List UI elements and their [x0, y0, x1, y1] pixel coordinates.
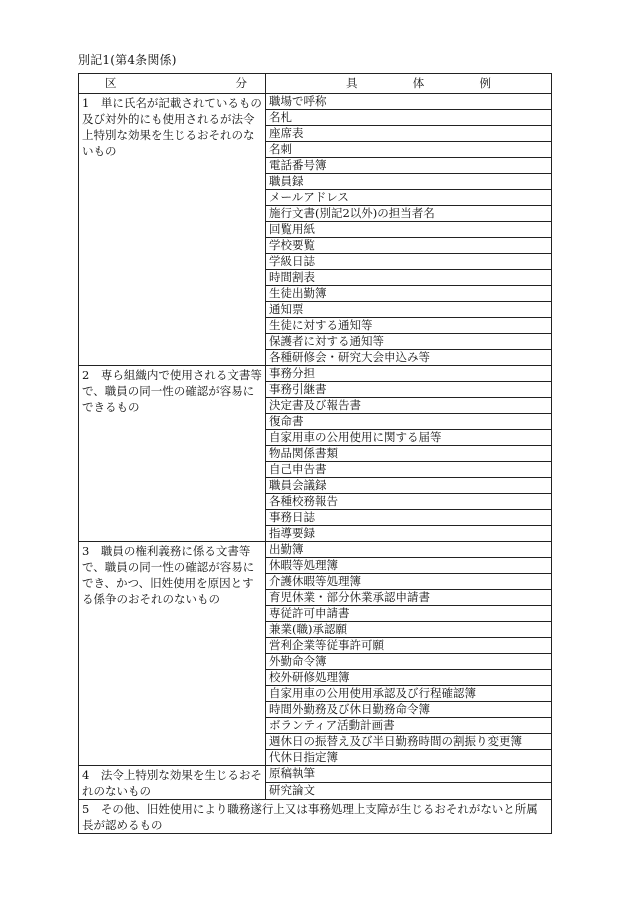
- example-item: 研究論文: [266, 783, 552, 800]
- example-item: 代休日指定簿: [266, 750, 552, 766]
- header-category-char: 区: [105, 76, 117, 90]
- example-item: 生徒出勤簿: [266, 286, 552, 302]
- category-4-text: 4 法令上特別な効果を生じるおそれのないもの: [79, 766, 266, 800]
- example-item: 指導要録: [266, 526, 552, 542]
- example-item: 施行文書(別記2以外)の担当者名: [266, 206, 552, 222]
- example-item: 職場で呼称: [266, 94, 552, 110]
- example-item: 育児休業・部分休業承認申請書: [266, 590, 552, 606]
- example-item: 名札: [266, 110, 552, 126]
- example-item: 専従許可申請書: [266, 606, 552, 622]
- table-row: [79, 766, 552, 783]
- footer-row: [79, 800, 552, 834]
- table-header-row: [79, 74, 552, 94]
- example-item: 週休日の振替え及び半日勤務時間の割振り変更簿: [266, 734, 552, 750]
- example-item: 各種研修会・研究大会申込み等: [266, 350, 552, 366]
- header-category-char: 分: [235, 76, 247, 90]
- example-item: 自己申告書: [266, 462, 552, 478]
- category-2-text: 2 専ら組織内で使用される文書等で、職員の同一性の確認が容易にできるもの: [79, 366, 266, 542]
- example-item: 保護者に対する通知等: [266, 334, 552, 350]
- example-item: ボランティア活動計画書: [266, 718, 552, 734]
- table-row: [79, 542, 552, 558]
- example-item: 自家用車の公用使用に関する届等: [266, 430, 552, 446]
- header-category: [79, 74, 266, 94]
- example-item: 出勤簿: [266, 542, 552, 558]
- example-item: 営利企業等従事許可願: [266, 638, 552, 654]
- example-item: 自家用車の公用使用承認及び行程確認簿: [266, 686, 552, 702]
- document-heading: 別記1(第4条関係): [78, 53, 177, 67]
- example-item: 学校要覧: [266, 238, 552, 254]
- example-item: 休暇等処理簿: [266, 558, 552, 574]
- category-3-text: 3 職員の権利義務に係る文書等で、職員の同一性の確認が容易にでき、かつ、旧姓使用を原因とする係争のおそれのないもの: [79, 542, 266, 766]
- example-item: 生徒に対する通知等: [266, 318, 552, 334]
- example-item: 職員会議録: [266, 478, 552, 494]
- table-row: [79, 366, 552, 382]
- header-examples-char: 体: [412, 76, 425, 90]
- example-item: 決定書及び報告書: [266, 398, 552, 414]
- header-examples-char: 例: [479, 76, 491, 90]
- example-item: 学級日誌: [266, 254, 552, 270]
- example-item: 時間割表: [266, 270, 552, 286]
- table-row: [79, 94, 552, 110]
- example-item: 介護休暇等処理簿: [266, 574, 552, 590]
- category-5-text: 5 その他、旧姓使用により職務遂行上又は事務処理上支障が生じるおそれがないと所属長が認めるもの: [79, 800, 552, 834]
- example-item: 校外研修処理簿: [266, 670, 552, 686]
- example-item: 座席表: [266, 126, 552, 142]
- example-item: 各種校務報告: [266, 494, 552, 510]
- example-item: 職員録: [266, 174, 552, 190]
- example-item: 兼業(職)承認願: [266, 622, 552, 638]
- example-item: 電話番号簿: [266, 158, 552, 174]
- example-item: 原稿執筆: [266, 766, 552, 783]
- example-item: 事務日誌: [266, 510, 552, 526]
- example-item: 通知票: [266, 302, 552, 318]
- classification-table: [78, 73, 552, 834]
- example-item: 事務分担: [266, 366, 552, 382]
- example-item: 時間外勤務及び休日勤務命令簿: [266, 702, 552, 718]
- example-item: 外勤命令簿: [266, 654, 552, 670]
- example-item: 復命書: [266, 414, 552, 430]
- example-item: 事務引継書: [266, 382, 552, 398]
- example-item: 名刺: [266, 142, 552, 158]
- example-item: 回覧用紙: [266, 222, 552, 238]
- category-1-text: 1 単に氏名が記載されているもの及び対外的にも使用されるが法令上特別な効果を生じるおそれのないもの: [79, 94, 266, 366]
- example-item: メールアドレス: [266, 190, 552, 206]
- header-examples-char: 具: [346, 76, 358, 90]
- header-examples: [266, 74, 552, 94]
- example-item: 物品関係書類: [266, 446, 552, 462]
